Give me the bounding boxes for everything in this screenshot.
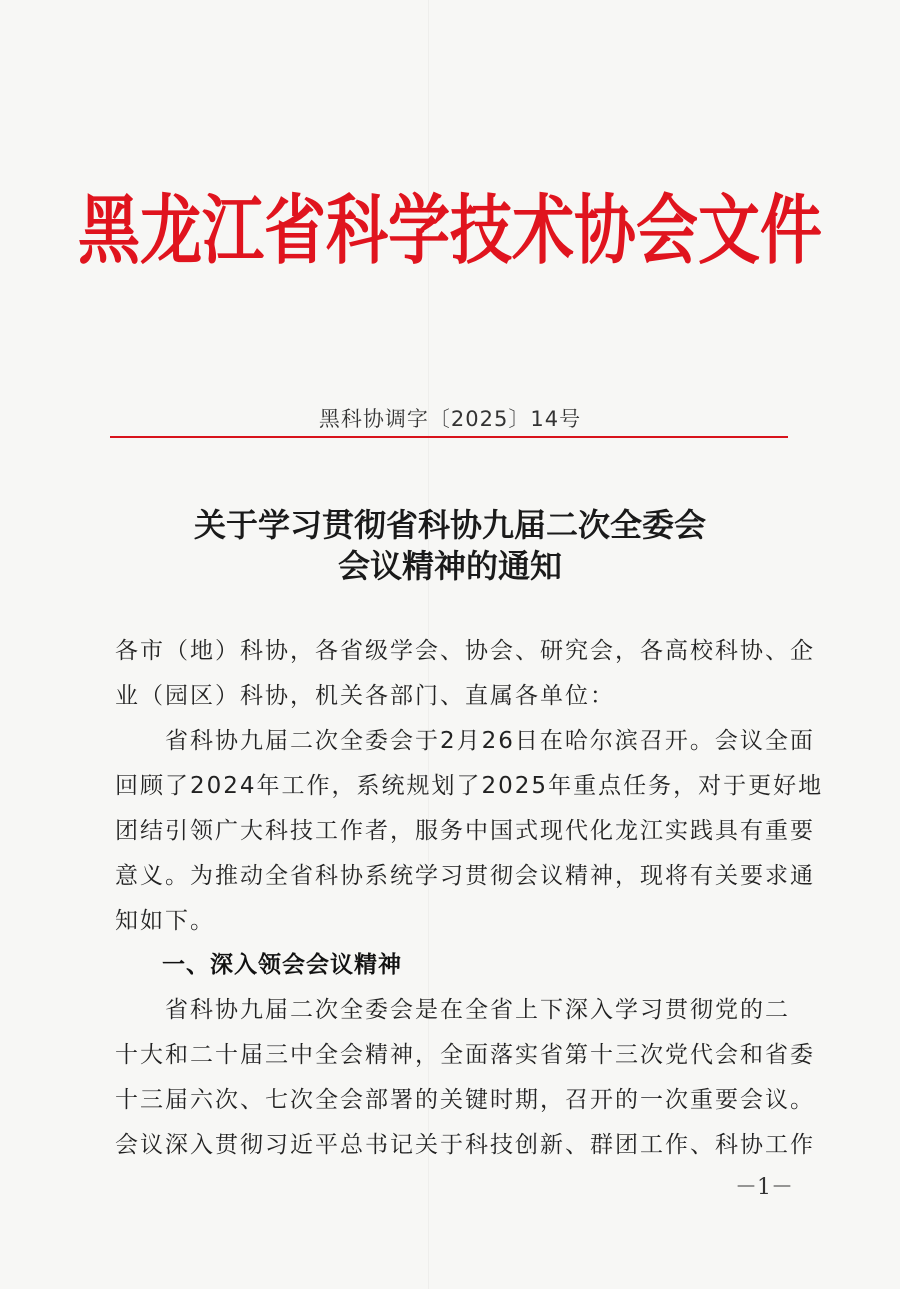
document-number: 黑科协调字〔2025〕14号 (318, 407, 582, 431)
notice-title-line-1: 关于学习贯彻省科协九届二次全委会 (193, 506, 706, 544)
document-header-title: 黑龙江省科学技术协会文件 (77, 185, 822, 275)
section-line: 会议深入贯彻习近平总书记关于科技创新、群团工作、科协工作 (115, 1132, 815, 1158)
section-line: 十大和二十届三中全会精神，全面落实省第十三次党代会和省委 (115, 1042, 815, 1068)
body-line: 意义。为推动全省科协系统学习贯彻会议精神，现将有关要求通 (115, 863, 815, 889)
body-line: 回顾了2024年工作，系统规划了2025年重点任务，对于更好地 (115, 773, 824, 799)
body-line: 知如下。 (115, 908, 215, 934)
body-line: 团结引领广大科技工作者，服务中国式现代化龙江实践具有重要 (115, 818, 815, 844)
section-line: 十三届六次、七次全会部署的关键时期，召开的一次重要会议。 (115, 1087, 815, 1113)
body-line: 各市（地）科协，各省级学会、协会、研究会，各高校科协、企 (115, 638, 815, 664)
red-separator-line (110, 436, 788, 438)
section-heading: 一、深入领会会议精神 (162, 952, 402, 978)
body-line: 省科协九届二次全委会于2月26日在哈尔滨召开。会议全面 (115, 728, 815, 754)
notice-title-line-2: 会议精神的通知 (337, 547, 562, 585)
page-number: －1－ (735, 1175, 793, 1200)
section-line: 省科协九届二次全委会是在全省上下深入学习贯彻党的二 (115, 997, 790, 1023)
body-line: 业（园区）科协，机关各部门、直属各单位： (115, 683, 615, 709)
